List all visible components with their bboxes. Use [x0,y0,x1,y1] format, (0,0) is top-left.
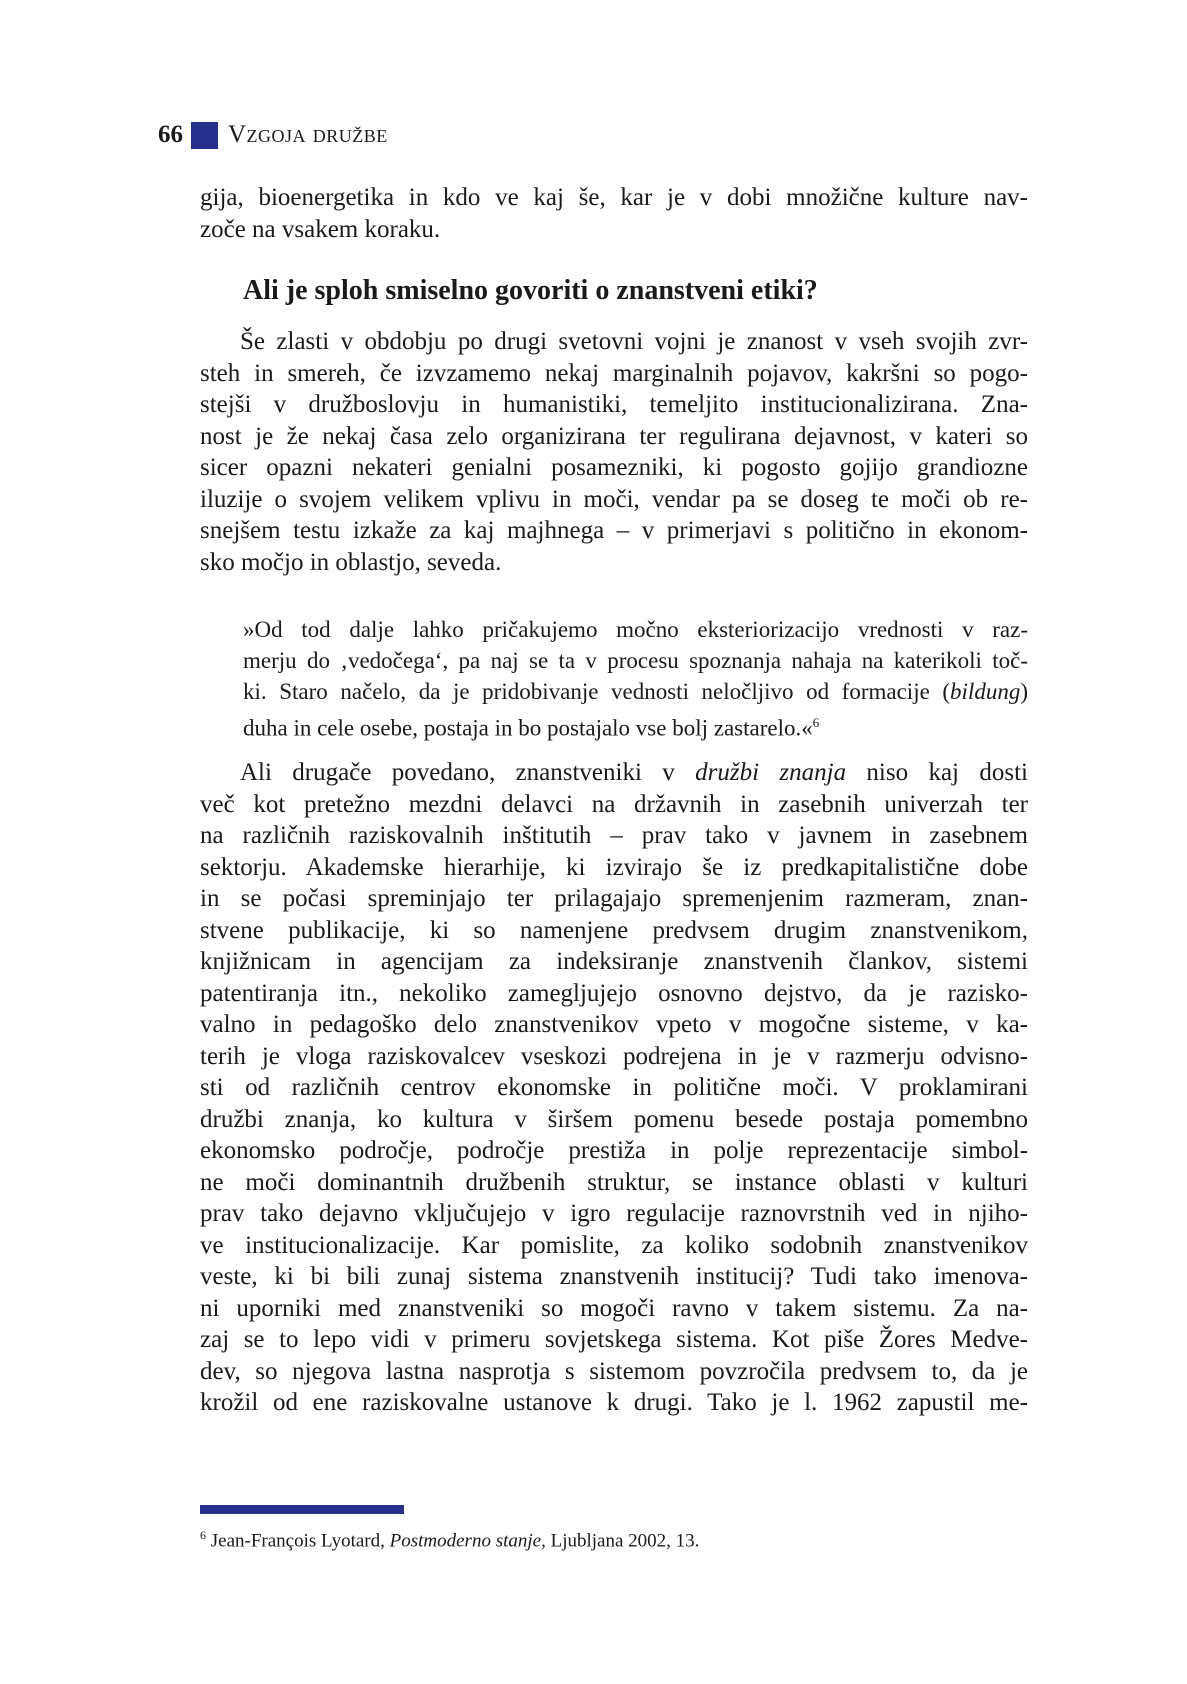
text-line: ve institucionalizacije. Kar pomislite, za koliko sodobnih znanstvenikov [200,1231,1028,1259]
blue-square-marker [191,122,218,149]
text-line: dev, so njegova lastna nasprotja s sistemom povzročila predvsem to, da je [200,1357,1028,1385]
text-line: družbi znanja, ko kultura v širšem pomenu besede postaja pomembno [200,1105,1028,1133]
text-line: terih je vloga raziskovalcev vseskozi podrejena in je v razmerju odvisno- [200,1042,1028,1070]
text-line: več kot pretežno mezdni delavci na državnih in zasebnih univerzah ter [200,790,1028,818]
quote-line-text: duha in cele osebe, postaja in bo postajalo vse bolj zastarelo.« [243,715,813,741]
text-line: snejšem testu izkaže za kaj majhnega – v primerjavi s politično in ekonom- [200,517,1028,544]
running-title: Vzgoja družbe [228,121,388,148]
text-line: stejši v družboslovju in humanistiki, temeljito institucionalizirana. Zna- [200,391,1028,418]
italic-phrase: družbi znanja [695,759,847,786]
footnote-reference[interactable]: 6 [812,715,820,730]
text-line: knjižnicam in agencijam za indeksiranje znanstvenih člankov, sistemi [200,948,1028,975]
running-header [158,120,388,150]
text-line: ne moči dominantnih družbenih struktur, se instance oblasti v kulturi [200,1168,1028,1196]
footnote-title: Postmoderno stanje [389,1530,542,1552]
text-line: gija, bioenergetika in kdo ve kaj še, kar je v dobi množične kulture nav- [200,184,1028,211]
text-line: ni uporniki med znanstveniki so mogoči ravno v takem sistemu. Za na- [200,1294,1028,1322]
text-line: sti od različnih centrov ekonomske in politične moči. V proklamirani [200,1074,1028,1101]
quote-line: »Od tod dalje lahko pričakujemo močno eksteriorizacijo vrednosti v raz- [243,617,1028,642]
paragraph-continuation [200,182,1028,245]
quote-line [243,676,1028,707]
text-line: prav tako dejavno vključujejo v igro regulacije raznovrstnih ved in njiho- [200,1200,1028,1227]
footnote-author: Jean-François Lyotard, [206,1530,390,1552]
text-line: nost je že nekaj časa zelo organizirana ter regulirana dejavnost, v kateri so [200,422,1028,450]
text-line: veste, ki bi bili zunaj sistema znanstvenih institucij? Tudi tako imenova- [200,1263,1028,1290]
text-line: na različnih raziskovalnih inštitutih – prav tako v javnem in zasebnem [200,822,1028,849]
paragraph [200,326,1028,578]
text-line: iluzije o svojem velikem vplivu in moči, vendar pa se doseg te moči ob re- [200,485,1028,513]
text-line: valno in pedagoško delo znanstvenikov vpeto v mogočne sisteme, v ka- [200,1011,1028,1038]
paragraph [200,757,1028,1419]
text-line: Še zlasti v obdobju po drugi svetovni vojni je znanost v vseh svojih zvr- [240,328,1028,355]
text-line: krožil od ene raziskovalne ustanove k drugi. Tako je l. 1962 zapustil me- [200,1389,1028,1416]
footnote-rest: , Ljubljana 2002, 13. [541,1530,700,1552]
text-segment: Ali drugače povedano, znanstveniki v [240,759,696,786]
text-line: stvene publikacije, ki so namenjene predvsem drugim znanstvenikom, [200,916,1028,944]
quote-line-text: ki. Staro načelo, da je pridobivanje vednosti neločljivo od formacije ( [243,679,951,704]
footnote-separator [200,1505,404,1514]
closing-paren: ) [1020,679,1028,704]
footnote-number: 6 [200,1528,206,1542]
text-line: patentiranja itn., nekoliko zamegljujejo osnovno dejstvo, da je razisko- [200,979,1028,1007]
text-segment: niso kaj dosti [846,759,1028,786]
text-line: ekonomsko področje, področje prestiža in polje reprezentacije simbol- [200,1137,1028,1164]
page-number: 66 [158,121,183,148]
footnote [200,1522,699,1554]
quote-line: merju do ‚vedočega‘, pa naj se ta v procesu spoznanja nahaja na katerikoli toč- [243,648,1028,673]
text-line: in se počasi spreminjajo ter prilagajajo spremenjenim razmeram, znan- [200,885,1028,912]
section-heading: Ali je sploh smiselno govoriti o znanstveni etiki? [243,275,818,306]
italic-term: bildung [950,679,1021,704]
text-line: zaj se to lepo vidi v primeru sovjetskega sistema. Kot piše Žores Medve- [200,1326,1028,1353]
quote-line [243,707,1028,744]
text-line [200,757,1028,789]
text-line: zoče na vsakem koraku. [200,215,441,243]
block-quote [243,614,1028,744]
text-line: sektorju. Akademske hierarhije, ki izvirajo še iz predkapitalistične dobe [200,853,1028,881]
text-line: steh in smereh, če izvzamemo nekaj marginalnih pojavov, kakršni so pogo- [200,359,1028,387]
text-line: sicer opazni nekateri genialni posamezniki, ki pogosto gojijo grandiozne [200,454,1028,481]
text-line: sko močjo in oblastjo, seveda. [200,548,502,576]
